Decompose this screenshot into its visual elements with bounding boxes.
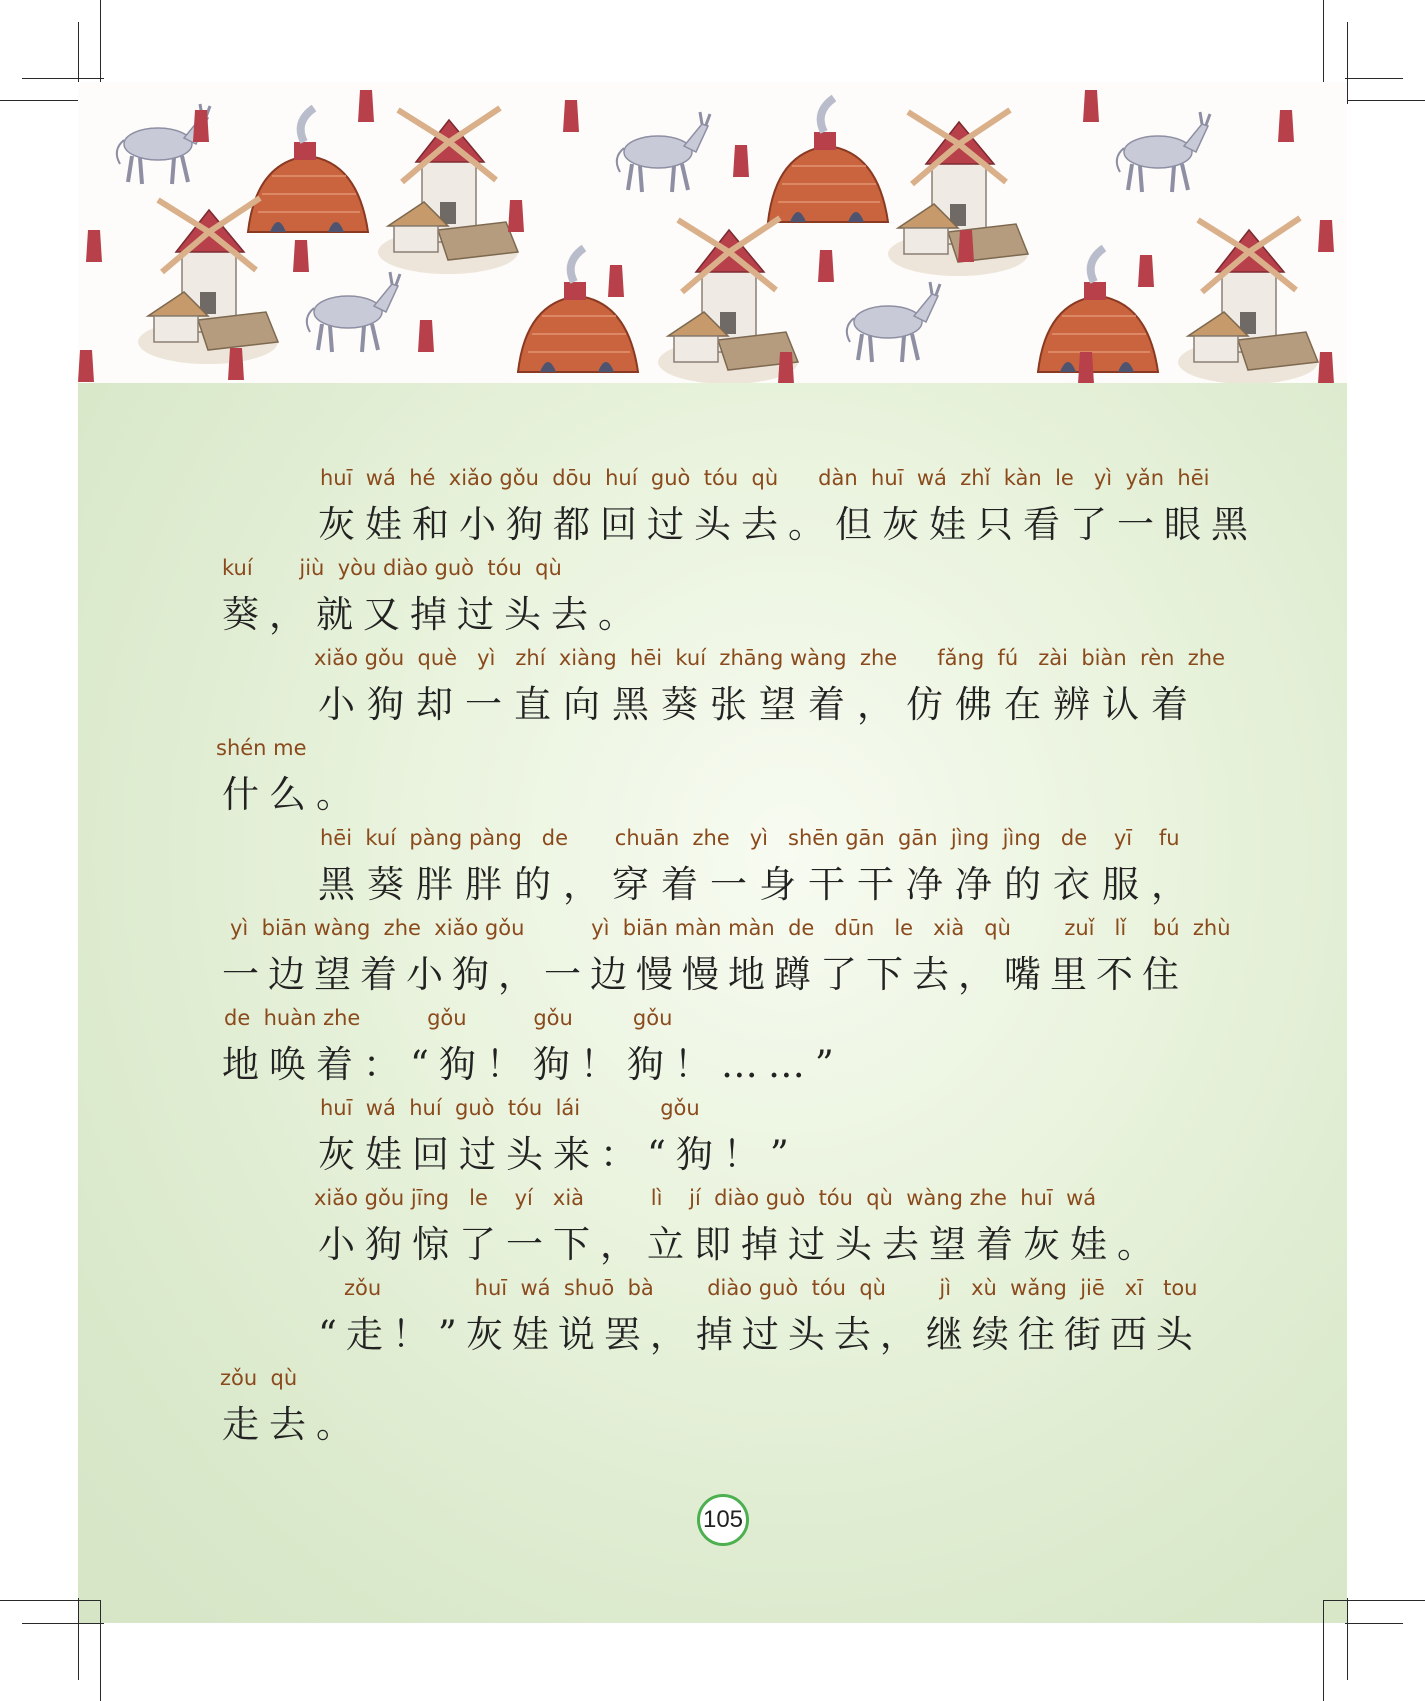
hanzi-line: 葵，就又掉过头去。 [222,593,645,636]
hanzi-line: 什么。 [222,773,363,816]
hanzi-line: 黑葵胖胖的，穿着一身干干净净的衣服， [318,863,1200,906]
hanzi-line: 一边望着小狗，一边慢慢地蹲了下去，嘴里不住 [222,953,1188,996]
pinyin-line: zǒu qù [220,1366,298,1390]
pinyin-line: de huàn zhe gǒu gǒu gǒu [224,1006,673,1030]
hanzi-line: 小狗却一直向黑葵张望着，仿佛在辨认着 [318,683,1200,726]
pinyin-line: hēi kuí pàng pàng de chuān zhe yì shēn gān gān jìng jìng de yī fu [320,826,1180,850]
pinyin-line: shén me [216,736,307,760]
pinyin-line: zǒu huī wá shuō bà diào guò tóu qù jì xù wǎng jiē xī tou [344,1276,1198,1300]
pinyin-line: xiǎo gǒu jīng le yí xià lì jí diào guò tóu qù wàng zhe huī wá [314,1186,1097,1210]
text-line [0,556,1425,646]
pinyin-line: yì biān wàng zhe xiǎo gǒu yì biān màn màn de dūn le xià qù zuǐ lǐ bú zhù [230,916,1231,940]
text-line [0,916,1425,1006]
pinyin-line: huī wá huí guò tóu lái gǒu [320,1096,700,1120]
hanzi-line: 灰娃回过头来：“狗！” [318,1133,799,1176]
hanzi-line: “走！”灰娃说罢，掉过头去，继续往街西头 [318,1313,1202,1356]
text-line [0,1276,1425,1366]
pinyin-line: huī wá hé xiǎo gǒu dōu huí guò tóu qù dàn huī wá zhǐ kàn le yì yǎn hēi [320,466,1210,490]
hanzi-line: 地唤着：“狗！狗！狗！……” [222,1043,844,1086]
text-line [0,646,1425,736]
text-line [0,826,1425,916]
text-line [0,1186,1425,1276]
page-number: 105 [697,1494,749,1546]
text-line [0,1096,1425,1186]
text-line [0,466,1425,556]
hanzi-line: 灰娃和小狗都回过头去。但灰娃只看了一眼黑 [318,503,1258,546]
hanzi-line: 小狗惊了一下，立即掉过头去望着灰娃。 [318,1223,1164,1266]
text-line [0,736,1425,826]
pinyin-line: kuí jiù yòu diào guò tóu qù [222,556,562,580]
hanzi-line: 走去。 [222,1403,363,1446]
text-line [0,1006,1425,1096]
pinyin-line: xiǎo gǒu què yì zhí xiàng hēi kuí zhāng wàng zhe fǎng fú zài biàn rèn zhe [314,646,1226,670]
text-line [0,1366,1425,1456]
